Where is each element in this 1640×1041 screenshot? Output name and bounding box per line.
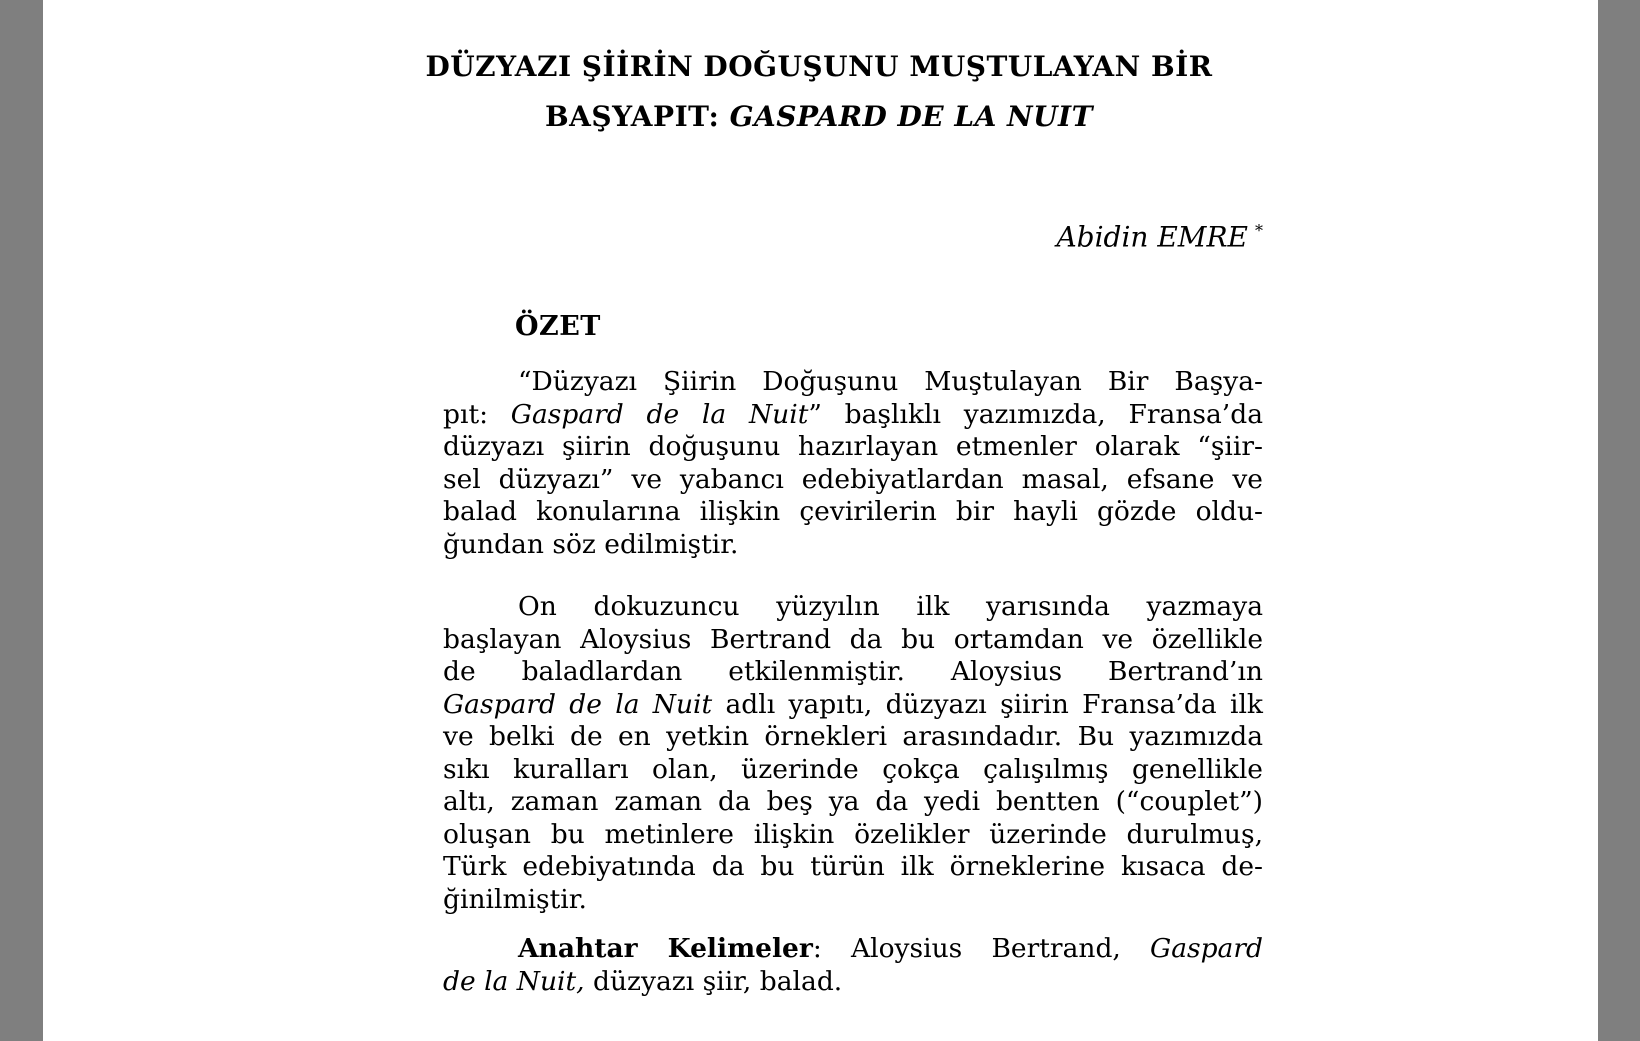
- text-segment: adlı yapıtı, düzyazı şiirin Fransa’da ilk: [712, 688, 1263, 720]
- paragraph-line: [443, 464, 1263, 497]
- article-title: [409, 42, 1229, 142]
- text-segment: düzyazı şiir, balad.: [584, 965, 843, 997]
- text-segment: balad konularına ilişkin çevirilerin bir hayli gözde oldu-: [443, 496, 1263, 527]
- abstract-paragraph-2: [443, 591, 1263, 916]
- abstract-heading: ÖZET: [515, 311, 601, 342]
- italic-segment: Gaspard de la Nuit: [510, 398, 809, 430]
- document-page: [43, 0, 1598, 1041]
- text-segment: düzyazı şiirin doğuşunu hazırlayan etmenler olarak “şiir-: [443, 431, 1263, 462]
- paragraph-line: [443, 366, 1263, 399]
- paragraph-line: [443, 933, 1263, 966]
- keywords-paragraph: [443, 933, 1263, 998]
- italic-segment: Gaspard: [1150, 933, 1263, 964]
- text-segment: “Düzyazı Şiirin Doğuşunu Muştulayan Bir Başya-: [518, 366, 1263, 397]
- paragraph-line: [443, 656, 1263, 689]
- text-segment: pıt:: [443, 398, 511, 430]
- author-footnote-asterisk: *: [1255, 221, 1263, 240]
- abstract-paragraph-1: [443, 366, 1263, 561]
- paragraph-line: [443, 819, 1263, 852]
- text-segment: Türk edebiyatında da bu türün ilk örneklerine kısaca de-: [443, 851, 1263, 882]
- paragraph-line: [443, 624, 1263, 657]
- keywords-label: Anahtar Kelimeler: [518, 933, 813, 964]
- italic-segment: Gaspard de la Nuit: [443, 688, 713, 720]
- text-segment: ” başlıklı yazımızda, Fransa’da: [808, 398, 1263, 430]
- text-segment: başlayan Aloysius Bertrand da bu ortamdan ve özellikle: [443, 623, 1263, 655]
- paragraph-line: [443, 884, 1263, 917]
- text-segment: sel düzyazı” ve yabancı edebiyatlardan masal, efsane ve: [443, 463, 1263, 495]
- paragraph-line: [443, 399, 1263, 432]
- paragraph-line: [443, 496, 1263, 529]
- title-line2: [409, 92, 1229, 142]
- text-segment: altı, zaman zaman da beş ya da yedi bentten (“couplet”): [443, 786, 1263, 817]
- text-segment: de baladlardan etkilenmiştir. Aloysius Bertrand’ın: [443, 656, 1263, 687]
- text-segment: ve belki de en yetkin örnekleri arasındadır. Bu yazımızda: [443, 721, 1263, 752]
- text-segment: On dokuzuncu yüzyılın ilk yarısında yazmaya: [518, 591, 1263, 622]
- title-line2-emphasis: GASPARD DE LA NUIT: [729, 100, 1093, 133]
- text-segment: ğinilmiştir.: [443, 883, 587, 915]
- paragraph-line: [443, 786, 1263, 819]
- text-segment: : Aloysius Bertrand,: [812, 933, 1151, 964]
- paragraph-line: [443, 591, 1263, 624]
- paragraph-line: [443, 851, 1263, 884]
- viewer-margin-right: [1598, 0, 1640, 1041]
- title-line2-plain: BAŞYAPIT:: [545, 100, 730, 133]
- text-segment: ğundan söz edilmiştir.: [443, 528, 739, 560]
- author-name: Abidin EMRE: [1056, 220, 1248, 254]
- paragraph-line: [443, 966, 1263, 999]
- text-segment: sıkı kuralları olan, üzerinde çokça çalışılmış genellikle: [443, 753, 1263, 785]
- viewer-margin-left: [0, 0, 43, 1041]
- title-line1: DÜZYAZI ŞİİRİN DOĞUŞUNU MUŞTULAYAN BİR: [425, 50, 1213, 83]
- paragraph-line: [443, 431, 1263, 464]
- italic-segment: de la Nuit,: [443, 965, 585, 997]
- paragraph-line: [443, 529, 1263, 562]
- paragraph-line: [443, 689, 1263, 722]
- paragraph-line: [443, 754, 1263, 787]
- paragraph-line: [443, 721, 1263, 754]
- author-line: [443, 214, 1263, 254]
- text-segment: oluşan bu metinlere ilişkin özelikler üzerinde durulmuş,: [443, 818, 1263, 850]
